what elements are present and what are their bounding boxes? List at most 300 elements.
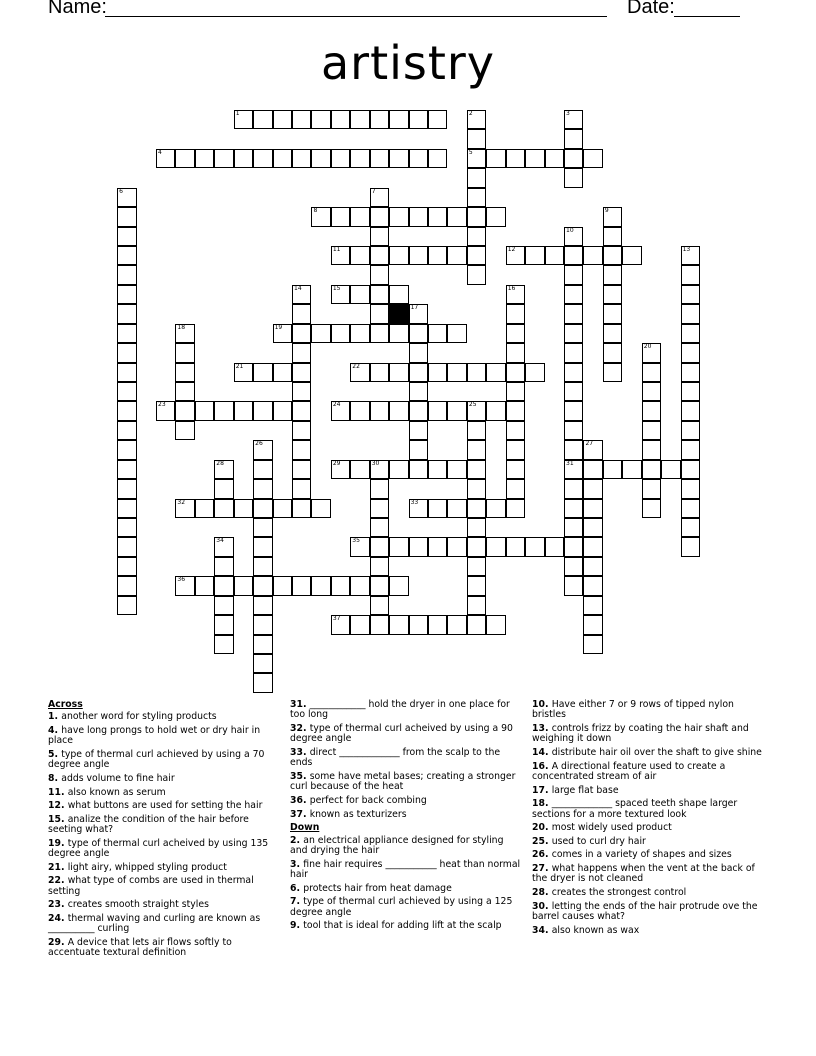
grid-cell[interactable] <box>253 479 272 498</box>
grid-cell[interactable] <box>467 537 486 556</box>
grid-cell[interactable] <box>214 576 233 595</box>
grid-cell[interactable] <box>350 207 369 226</box>
grid-cell[interactable] <box>564 557 583 576</box>
grid-cell[interactable] <box>564 324 583 343</box>
grid-cell[interactable] <box>428 401 447 420</box>
grid-cell[interactable] <box>370 479 389 498</box>
grid-cell[interactable] <box>156 149 175 168</box>
grid-cell[interactable] <box>467 188 486 207</box>
grid-cell[interactable] <box>370 188 389 207</box>
grid-cell[interactable] <box>253 654 272 673</box>
grid-cell[interactable] <box>564 518 583 537</box>
grid-cell[interactable] <box>253 110 272 129</box>
grid-cell[interactable] <box>273 324 292 343</box>
grid-cell[interactable] <box>467 265 486 284</box>
grid-cell[interactable] <box>603 285 622 304</box>
grid-cell[interactable] <box>428 615 447 634</box>
grid-cell[interactable] <box>370 363 389 382</box>
grid-cell[interactable] <box>467 129 486 148</box>
grid-cell[interactable] <box>583 479 602 498</box>
grid-cell[interactable] <box>583 635 602 654</box>
grid-cell[interactable] <box>214 479 233 498</box>
grid-cell[interactable] <box>409 401 428 420</box>
grid-cell[interactable] <box>428 324 447 343</box>
grid-cell[interactable] <box>486 615 505 634</box>
grid-cell[interactable] <box>428 207 447 226</box>
grid-cell[interactable] <box>622 246 641 265</box>
grid-cell[interactable] <box>409 499 428 518</box>
grid-cell[interactable] <box>253 673 272 692</box>
grid-cell[interactable] <box>545 149 564 168</box>
grid-cell[interactable] <box>292 499 311 518</box>
grid-cell[interactable] <box>389 460 408 479</box>
grid-cell[interactable] <box>409 304 428 323</box>
grid-cell[interactable] <box>583 246 602 265</box>
grid-cell[interactable] <box>350 110 369 129</box>
grid-cell[interactable] <box>564 168 583 187</box>
grid-cell[interactable] <box>447 537 466 556</box>
grid-cell[interactable] <box>681 518 700 537</box>
grid-cell[interactable] <box>292 149 311 168</box>
grid-cell[interactable] <box>486 401 505 420</box>
grid-cell[interactable] <box>195 401 214 420</box>
grid-cell[interactable] <box>467 518 486 537</box>
grid-cell[interactable] <box>370 537 389 556</box>
grid-cell[interactable] <box>273 401 292 420</box>
grid-cell[interactable] <box>214 615 233 634</box>
grid-cell[interactable] <box>681 246 700 265</box>
grid-cell[interactable] <box>331 149 350 168</box>
grid-cell[interactable] <box>175 382 194 401</box>
grid-cell[interactable] <box>506 363 525 382</box>
grid-cell[interactable] <box>564 265 583 284</box>
grid-cell[interactable] <box>583 460 602 479</box>
grid-cell[interactable] <box>506 479 525 498</box>
grid-cell[interactable] <box>564 110 583 129</box>
grid-cell[interactable] <box>292 401 311 420</box>
grid-cell[interactable] <box>467 246 486 265</box>
grid-cell[interactable] <box>273 110 292 129</box>
grid-cell[interactable] <box>117 227 136 246</box>
grid-cell[interactable] <box>467 207 486 226</box>
grid-cell[interactable] <box>545 246 564 265</box>
grid-cell[interactable] <box>409 460 428 479</box>
grid-cell[interactable] <box>253 557 272 576</box>
grid-cell[interactable] <box>370 401 389 420</box>
grid-cell[interactable] <box>447 615 466 634</box>
grid-cell[interactable] <box>311 110 330 129</box>
grid-cell[interactable] <box>234 576 253 595</box>
grid-cell[interactable] <box>681 343 700 362</box>
grid-cell[interactable] <box>253 537 272 556</box>
grid-cell[interactable] <box>447 363 466 382</box>
grid-cell[interactable] <box>506 421 525 440</box>
grid-cell[interactable] <box>350 285 369 304</box>
grid-cell[interactable] <box>409 421 428 440</box>
grid-cell[interactable] <box>583 440 602 459</box>
grid-cell[interactable] <box>564 285 583 304</box>
grid-cell[interactable] <box>603 207 622 226</box>
grid-cell[interactable] <box>603 324 622 343</box>
grid-cell[interactable] <box>292 440 311 459</box>
grid-cell[interactable] <box>350 363 369 382</box>
grid-cell[interactable] <box>467 110 486 129</box>
grid-cell[interactable] <box>117 363 136 382</box>
grid-cell[interactable] <box>583 576 602 595</box>
grid-cell[interactable] <box>428 460 447 479</box>
grid-cell[interactable] <box>389 285 408 304</box>
grid-cell[interactable] <box>622 460 641 479</box>
grid-cell[interactable] <box>311 499 330 518</box>
grid-cell[interactable] <box>292 343 311 362</box>
grid-cell[interactable] <box>564 246 583 265</box>
grid-cell[interactable] <box>681 421 700 440</box>
grid-cell[interactable] <box>350 615 369 634</box>
grid-cell[interactable] <box>486 149 505 168</box>
grid-cell[interactable] <box>603 363 622 382</box>
grid-cell[interactable] <box>564 460 583 479</box>
grid-cell[interactable] <box>350 149 369 168</box>
grid-cell[interactable] <box>409 382 428 401</box>
grid-cell[interactable] <box>564 149 583 168</box>
grid-cell[interactable] <box>195 499 214 518</box>
grid-cell[interactable] <box>175 149 194 168</box>
grid-cell[interactable] <box>370 615 389 634</box>
grid-cell[interactable] <box>409 615 428 634</box>
grid-cell[interactable] <box>292 285 311 304</box>
grid-cell[interactable] <box>253 615 272 634</box>
grid-cell[interactable] <box>681 440 700 459</box>
grid-cell[interactable] <box>467 499 486 518</box>
grid-cell[interactable] <box>311 207 330 226</box>
grid-cell[interactable] <box>292 576 311 595</box>
grid-cell[interactable] <box>428 499 447 518</box>
grid-cell[interactable] <box>486 207 505 226</box>
grid-cell[interactable] <box>389 537 408 556</box>
grid-cell[interactable] <box>117 576 136 595</box>
grid-cell[interactable] <box>428 246 447 265</box>
grid-cell[interactable] <box>389 363 408 382</box>
grid-cell[interactable] <box>681 363 700 382</box>
grid-cell[interactable] <box>389 401 408 420</box>
grid-cell[interactable] <box>370 207 389 226</box>
grid-cell[interactable] <box>117 343 136 362</box>
grid-cell[interactable] <box>603 265 622 284</box>
grid-cell[interactable] <box>370 324 389 343</box>
grid-cell[interactable] <box>253 499 272 518</box>
grid-cell[interactable] <box>350 460 369 479</box>
grid-cell[interactable] <box>564 343 583 362</box>
grid-cell[interactable] <box>564 440 583 459</box>
grid-cell[interactable] <box>331 615 350 634</box>
grid-cell[interactable] <box>467 168 486 187</box>
grid-cell[interactable] <box>564 401 583 420</box>
grid-cell[interactable] <box>331 401 350 420</box>
grid-cell[interactable] <box>467 401 486 420</box>
grid-cell[interactable] <box>506 343 525 362</box>
grid-cell[interactable] <box>447 401 466 420</box>
grid-cell[interactable] <box>292 479 311 498</box>
grid-cell[interactable] <box>564 304 583 323</box>
grid-cell[interactable] <box>350 537 369 556</box>
grid-cell[interactable] <box>428 149 447 168</box>
grid-cell[interactable] <box>681 265 700 284</box>
grid-cell[interactable] <box>292 304 311 323</box>
grid-cell[interactable] <box>311 576 330 595</box>
grid-cell[interactable] <box>253 460 272 479</box>
grid-cell[interactable] <box>214 460 233 479</box>
grid-cell[interactable] <box>370 149 389 168</box>
grid-cell[interactable] <box>447 324 466 343</box>
grid-cell[interactable] <box>564 421 583 440</box>
grid-cell[interactable] <box>370 304 389 323</box>
grid-cell[interactable] <box>292 110 311 129</box>
grid-cell[interactable] <box>642 401 661 420</box>
grid-cell[interactable] <box>175 421 194 440</box>
grid-cell[interactable] <box>447 246 466 265</box>
grid-cell[interactable] <box>389 615 408 634</box>
grid-cell[interactable] <box>389 207 408 226</box>
grid-cell[interactable] <box>350 246 369 265</box>
grid-cell[interactable] <box>486 537 505 556</box>
grid-cell[interactable] <box>253 149 272 168</box>
grid-cell[interactable] <box>273 499 292 518</box>
grid-cell[interactable] <box>117 207 136 226</box>
grid-cell[interactable] <box>253 596 272 615</box>
grid-cell[interactable] <box>506 537 525 556</box>
grid-cell[interactable] <box>681 382 700 401</box>
grid-cell[interactable] <box>506 304 525 323</box>
grid-cell[interactable] <box>603 343 622 362</box>
grid-cell[interactable] <box>506 285 525 304</box>
grid-cell[interactable] <box>175 343 194 362</box>
grid-cell[interactable] <box>253 363 272 382</box>
grid-cell[interactable] <box>525 363 544 382</box>
grid-cell[interactable] <box>467 576 486 595</box>
grid-cell[interactable] <box>234 401 253 420</box>
grid-cell[interactable] <box>370 227 389 246</box>
grid-cell[interactable] <box>603 227 622 246</box>
grid-cell[interactable] <box>234 149 253 168</box>
grid-cell[interactable] <box>214 149 233 168</box>
grid-cell[interactable] <box>370 518 389 537</box>
grid-cell[interactable] <box>642 363 661 382</box>
grid-cell[interactable] <box>117 188 136 207</box>
grid-cell[interactable] <box>292 363 311 382</box>
grid-cell[interactable] <box>175 401 194 420</box>
grid-cell[interactable] <box>409 246 428 265</box>
grid-cell[interactable] <box>428 537 447 556</box>
grid-cell[interactable] <box>681 324 700 343</box>
grid-cell[interactable] <box>331 246 350 265</box>
grid-cell[interactable] <box>175 363 194 382</box>
grid-cell[interactable] <box>331 460 350 479</box>
grid-cell[interactable] <box>642 440 661 459</box>
grid-cell[interactable] <box>564 576 583 595</box>
grid-cell[interactable] <box>175 499 194 518</box>
grid-cell[interactable] <box>117 265 136 284</box>
grid-cell[interactable] <box>273 576 292 595</box>
grid-cell[interactable] <box>506 324 525 343</box>
grid-cell[interactable] <box>175 576 194 595</box>
grid-cell[interactable] <box>409 363 428 382</box>
grid-cell[interactable] <box>525 537 544 556</box>
grid-cell[interactable] <box>389 149 408 168</box>
grid-cell[interactable] <box>117 401 136 420</box>
grid-cell[interactable] <box>292 324 311 343</box>
grid-cell[interactable] <box>525 149 544 168</box>
grid-cell[interactable] <box>273 363 292 382</box>
grid-cell[interactable] <box>583 596 602 615</box>
grid-cell[interactable] <box>506 149 525 168</box>
grid-cell[interactable] <box>642 382 661 401</box>
grid-cell[interactable] <box>234 110 253 129</box>
grid-cell[interactable] <box>564 382 583 401</box>
grid-cell[interactable] <box>117 479 136 498</box>
grid-cell[interactable] <box>583 537 602 556</box>
grid-cell[interactable] <box>253 576 272 595</box>
grid-cell[interactable] <box>370 285 389 304</box>
grid-cell[interactable] <box>467 227 486 246</box>
grid-cell[interactable] <box>253 401 272 420</box>
grid-cell[interactable] <box>681 401 700 420</box>
grid-cell[interactable] <box>506 401 525 420</box>
grid-cell[interactable] <box>117 421 136 440</box>
grid-cell[interactable] <box>447 499 466 518</box>
grid-cell[interactable] <box>117 499 136 518</box>
grid-cell[interactable] <box>273 149 292 168</box>
grid-cell[interactable] <box>467 440 486 459</box>
grid-cell[interactable] <box>117 304 136 323</box>
grid-cell[interactable] <box>350 576 369 595</box>
grid-cell[interactable] <box>117 537 136 556</box>
grid-cell[interactable] <box>292 421 311 440</box>
grid-cell[interactable] <box>583 149 602 168</box>
grid-cell[interactable] <box>214 401 233 420</box>
grid-cell[interactable] <box>195 149 214 168</box>
grid-cell[interactable] <box>583 518 602 537</box>
grid-cell[interactable] <box>642 499 661 518</box>
grid-cell[interactable] <box>506 246 525 265</box>
grid-cell[interactable] <box>389 246 408 265</box>
grid-cell[interactable] <box>253 440 272 459</box>
grid-cell[interactable] <box>642 479 661 498</box>
grid-cell[interactable] <box>370 557 389 576</box>
grid-cell[interactable] <box>117 246 136 265</box>
grid-cell[interactable] <box>234 363 253 382</box>
grid-cell[interactable] <box>545 537 564 556</box>
grid-cell[interactable] <box>681 304 700 323</box>
grid-cell[interactable] <box>214 499 233 518</box>
grid-cell[interactable] <box>642 460 661 479</box>
grid-cell[interactable] <box>681 479 700 498</box>
grid-cell[interactable] <box>117 518 136 537</box>
grid-cell[interactable] <box>311 149 330 168</box>
grid-cell[interactable] <box>506 499 525 518</box>
grid-cell[interactable] <box>681 499 700 518</box>
grid-cell[interactable] <box>428 363 447 382</box>
grid-cell[interactable] <box>156 401 175 420</box>
grid-cell[interactable] <box>292 382 311 401</box>
grid-cell[interactable] <box>467 596 486 615</box>
grid-cell[interactable] <box>467 149 486 168</box>
grid-cell[interactable] <box>564 227 583 246</box>
grid-cell[interactable] <box>195 576 214 595</box>
grid-cell[interactable] <box>117 557 136 576</box>
grid-cell[interactable] <box>253 518 272 537</box>
grid-cell[interactable] <box>467 479 486 498</box>
grid-cell[interactable] <box>603 246 622 265</box>
grid-cell[interactable] <box>409 110 428 129</box>
grid-cell[interactable] <box>117 460 136 479</box>
grid-cell[interactable] <box>409 537 428 556</box>
grid-cell[interactable] <box>506 460 525 479</box>
grid-cell[interactable] <box>525 246 544 265</box>
grid-cell[interactable] <box>331 324 350 343</box>
grid-cell[interactable] <box>370 460 389 479</box>
grid-cell[interactable] <box>486 363 505 382</box>
grid-cell[interactable] <box>117 382 136 401</box>
grid-cell[interactable] <box>234 499 253 518</box>
grid-cell[interactable] <box>117 596 136 615</box>
grid-cell[interactable] <box>506 382 525 401</box>
grid-cell[interactable] <box>214 635 233 654</box>
grid-cell[interactable] <box>331 207 350 226</box>
grid-cell[interactable] <box>370 265 389 284</box>
grid-cell[interactable] <box>681 285 700 304</box>
grid-cell[interactable] <box>409 149 428 168</box>
grid-cell[interactable] <box>389 324 408 343</box>
grid-cell[interactable] <box>253 635 272 654</box>
grid-cell[interactable] <box>661 460 680 479</box>
grid-cell[interactable] <box>311 324 330 343</box>
grid-cell[interactable] <box>389 576 408 595</box>
grid-cell[interactable] <box>603 304 622 323</box>
grid-cell[interactable] <box>175 324 194 343</box>
grid-cell[interactable] <box>214 537 233 556</box>
grid-cell[interactable] <box>331 110 350 129</box>
grid-cell[interactable] <box>370 596 389 615</box>
grid-cell[interactable] <box>467 557 486 576</box>
grid-cell[interactable] <box>409 343 428 362</box>
grid-cell[interactable] <box>467 363 486 382</box>
grid-cell[interactable] <box>292 460 311 479</box>
grid-cell[interactable] <box>409 440 428 459</box>
grid-cell[interactable] <box>583 615 602 634</box>
grid-cell[interactable] <box>389 110 408 129</box>
grid-cell[interactable] <box>409 207 428 226</box>
grid-cell[interactable] <box>409 324 428 343</box>
grid-cell[interactable] <box>681 460 700 479</box>
grid-cell[interactable] <box>603 460 622 479</box>
grid-cell[interactable] <box>117 440 136 459</box>
grid-cell[interactable] <box>467 615 486 634</box>
grid-cell[interactable] <box>350 401 369 420</box>
grid-cell[interactable] <box>117 285 136 304</box>
grid-cell[interactable] <box>564 129 583 148</box>
grid-cell[interactable] <box>370 246 389 265</box>
grid-cell[interactable] <box>583 499 602 518</box>
grid-cell[interactable] <box>506 440 525 459</box>
grid-cell[interactable] <box>447 207 466 226</box>
grid-cell[interactable] <box>564 537 583 556</box>
grid-cell[interactable] <box>486 499 505 518</box>
grid-cell[interactable] <box>370 499 389 518</box>
grid-cell[interactable] <box>642 421 661 440</box>
grid-cell[interactable] <box>214 596 233 615</box>
grid-cell[interactable] <box>331 576 350 595</box>
grid-cell[interactable] <box>117 324 136 343</box>
